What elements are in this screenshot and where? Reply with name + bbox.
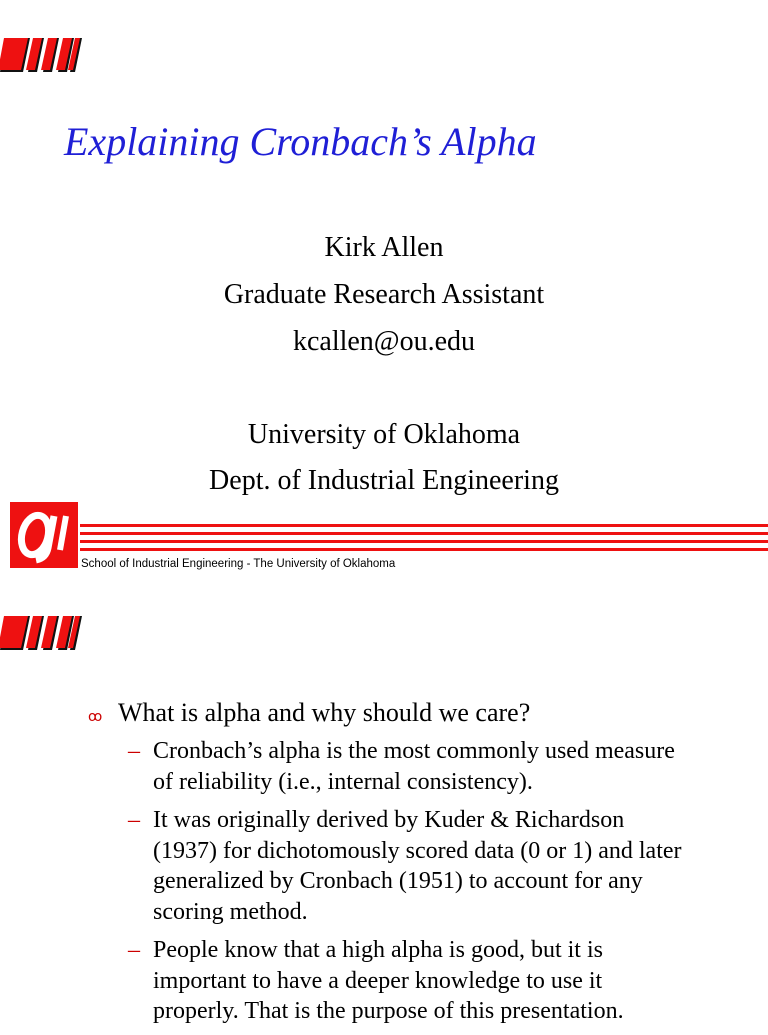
university-name: University of Oklahoma bbox=[247, 419, 521, 450]
list-item bbox=[128, 935, 748, 1027]
department-name: Dept. of Industrial Engineering bbox=[209, 465, 559, 496]
dash-icon: – bbox=[128, 937, 140, 963]
author-role: Graduate Research Assistant bbox=[223, 279, 545, 310]
list-item bbox=[128, 736, 748, 797]
slide-title: Explaining Cronbach’s Alpha bbox=[64, 119, 537, 164]
list-item-line: People know that a high alpha is good, but it is bbox=[153, 937, 603, 963]
scroll-bullet-icon: ꝏ bbox=[88, 709, 103, 725]
dash-icon: – bbox=[128, 807, 140, 833]
list-item-line: scoring method. bbox=[153, 898, 308, 925]
sub-bullet-list bbox=[128, 736, 748, 1035]
list-item-line: generalized by Cronbach (1951) to account for any bbox=[153, 868, 643, 894]
author-name: Kirk Allen bbox=[324, 232, 444, 263]
list-item-line: properly. That is the purpose of this presentation. bbox=[153, 998, 624, 1024]
list-item-line: It was originally derived by Kuder & Richardson bbox=[153, 807, 625, 833]
dash-icon: – bbox=[128, 738, 140, 764]
list-item bbox=[128, 805, 748, 927]
list-item-line: important to have a deeper knowledge to use it bbox=[153, 967, 603, 994]
author-email: kcallen@ou.edu bbox=[292, 326, 476, 357]
ou-monogram-logo bbox=[10, 502, 78, 568]
red-bars-logo bbox=[0, 616, 82, 652]
main-bullet bbox=[88, 698, 530, 728]
list-item-line: Cronbach’s alpha is the most commonly used measure bbox=[153, 738, 675, 764]
list-item-line: of reliability (i.e., internal consistency). bbox=[153, 768, 533, 795]
red-bars-logo bbox=[0, 38, 82, 74]
main-bullet-text: What is alpha and why should we care? bbox=[118, 698, 531, 727]
list-item-line: (1937) for dichotomously scored data (0 or 1) and later bbox=[153, 837, 682, 864]
content-slide bbox=[0, 580, 768, 1024]
footer-text: School of Industrial Engineering - The University of Oklahoma bbox=[81, 558, 396, 570]
